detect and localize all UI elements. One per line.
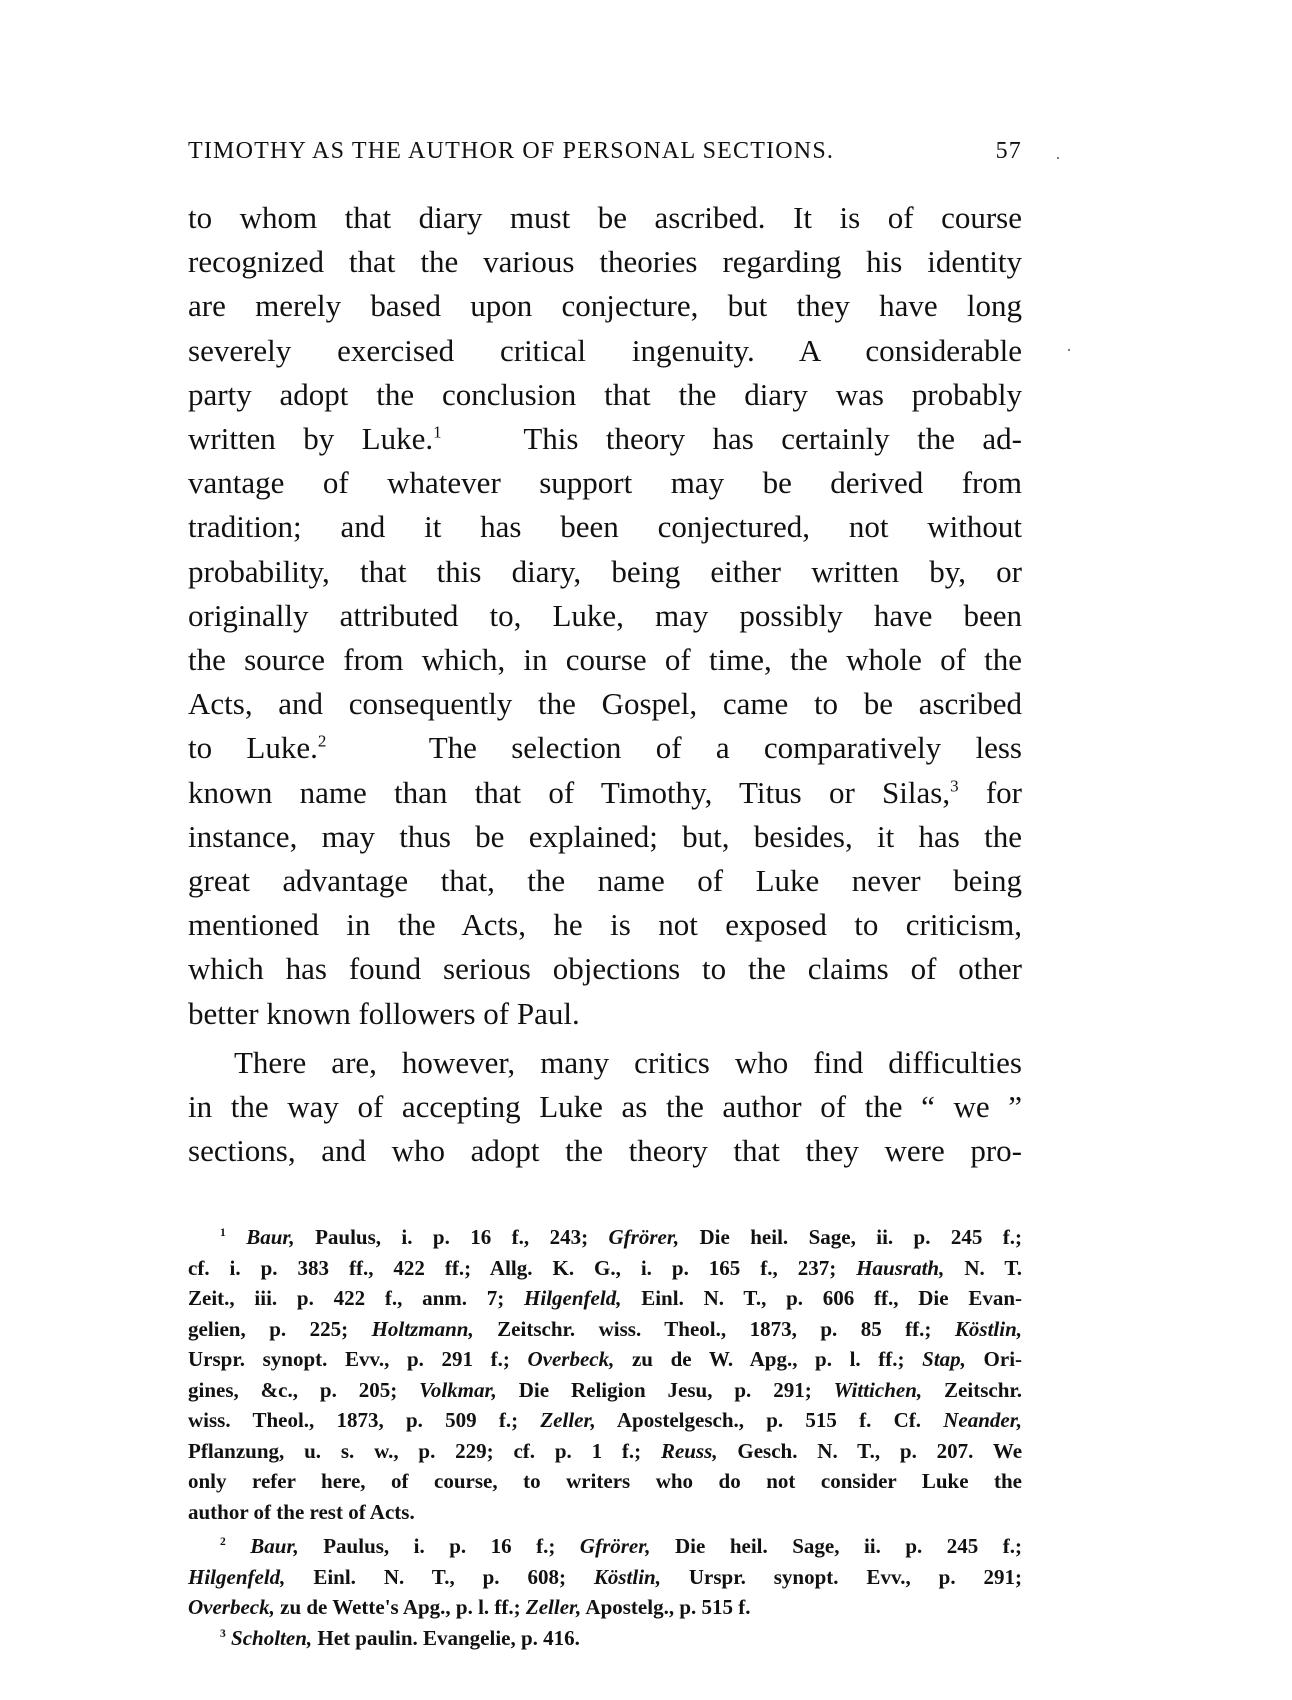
- body-line: instance, may thus be explained; but, besides, it has the: [188, 818, 1022, 854]
- footnote-line: gelien, p. 225; Holtzmann, Zeitschr. wiss. Theol., 1873, p. 85 ff.; Köstlin,: [188, 1316, 1023, 1341]
- body-line: severely exercised critical ingenuity. A considerable: [188, 332, 1022, 368]
- body-line: to whom that diary must be ascribed. It is of course: [188, 200, 1022, 235]
- footnote-line: $^1$ Baur, Paulus, i. p. 16 f., 243; Gfrörer, Die heil. Sage, ii. p. 245 f.;: [220, 1225, 1023, 1249]
- footnote-line: cf. i. p. 383 ff., 422 ff.; Allg. K. G., i. p. 165 f., 237; Hausrath, N. T.: [188, 1255, 1023, 1280]
- body-line-with-ref: known name than that of Timothy, Titus or Silas,$^3$ for: [188, 774, 1023, 810]
- body-line: sections, and who adopt the theory that they were pro-: [188, 1133, 1022, 1169]
- footnote-ref: 1: [433, 422, 442, 442]
- body-line: in the way of accepting Luke as the author of the “ we ”: [188, 1089, 1022, 1125]
- footnote-marker: 1: [220, 1227, 226, 1239]
- footnote-marker: 3: [220, 1627, 226, 1640]
- scan-speck: ·: [1055, 148, 1061, 168]
- footnote-marker: 2: [220, 1536, 226, 1548]
- body-line: better known followers of Paul.: [188, 995, 580, 1031]
- footnote-line: $^3$ Scholten, Het paulin. Evangelie, p. 416.: [220, 1625, 580, 1650]
- body-line: great advantage that, the name of Luke never being: [188, 863, 1022, 899]
- footnote-ref: 3: [950, 776, 959, 796]
- footnote-line: Urspr. synopt. Evv., p. 291 f.; Overbeck, zu de W. Apg., p. l. ff.; Stap, Ori-: [188, 1347, 1023, 1371]
- footnote-ref: 2: [317, 732, 327, 752]
- running-header: [188, 138, 1022, 165]
- body-line-with-ref: written by Luke.$^1$ This theory has certainly the ad-: [188, 421, 1022, 457]
- running-title: TIMOTHY AS THE AUTHOR OF PERSONAL SECTIONS.: [188, 138, 835, 164]
- body-line: tradition; and it has been conjectured, not without: [188, 509, 1022, 545]
- footnote-line: $^2$ Baur, Paulus, i. p. 16 f.; Gfrörer, Die heil. Sage, ii. p. 245 f.;: [220, 1534, 1023, 1558]
- body-line: vantage of whatever support may be derived from: [188, 465, 1022, 501]
- footnote-line: author of the rest of Acts.: [188, 1499, 415, 1524]
- footnote-line: gines, &c., p. 205; Volkmar, Die Religion Jesu, p. 291; Wittichen, Zeitschr.: [188, 1377, 1023, 1402]
- body-line: are merely based upon conjecture, but they have long: [188, 288, 1022, 324]
- body-line-with-ref: to Luke.$^2$ The selection of a comparatively less: [188, 730, 1022, 766]
- footnote-line: Hilgenfeld, Einl. N. T., p. 608; Köstlin, Urspr. synopt. Evv., p. 291;: [188, 1564, 1023, 1589]
- footnotes: [188, 1222, 1022, 1653]
- body-line: mentioned in the Acts, he is not exposed to criticism,: [188, 907, 1022, 943]
- footnote-line: wiss. Theol., 1873, p. 509 f.; Zeller, Apostelgesch., p. 515 f. Cf. Neander,: [188, 1408, 1022, 1432]
- scan-speck: ·: [1066, 340, 1072, 360]
- footnote-line: Zeit., iii. p. 422 f., anm. 7; Hilgenfeld, Einl. N. T., p. 606 ff., Die Evan-: [188, 1286, 1023, 1310]
- body-line: probability, that this diary, being either written by, or: [188, 553, 1022, 589]
- footnote-line: only refer here, of course, to writers who do not consider Luke the: [188, 1469, 1022, 1493]
- footnote-line: Overbeck, zu de Wette's Apg., p. l. ff.; Zeller, Apostelg., p. 515 f.: [188, 1595, 751, 1619]
- body-line: recognized that the various theories regarding his identity: [188, 244, 1022, 280]
- body-line: the source from which, in course of time, the whole of the: [188, 642, 1022, 678]
- body-line: Acts, and consequently the Gospel, came to be ascribed: [188, 686, 1022, 722]
- body-line: originally attributed to, Luke, may possibly have been: [188, 597, 1022, 633]
- footnote-line: Pflanzung, u. s. w., p. 229; cf. p. 1 f.; Reuss, Gesch. N. T., p. 207. We: [188, 1438, 1023, 1463]
- body-line: There are, however, many critics who find difficulties: [234, 1044, 1022, 1080]
- page-number: 57: [995, 138, 1022, 164]
- body-line: party adopt the conclusion that the diary was probably: [188, 376, 1022, 412]
- body-line: which has found serious objections to the claims of other: [188, 951, 1022, 987]
- body-text: [188, 196, 1022, 1173]
